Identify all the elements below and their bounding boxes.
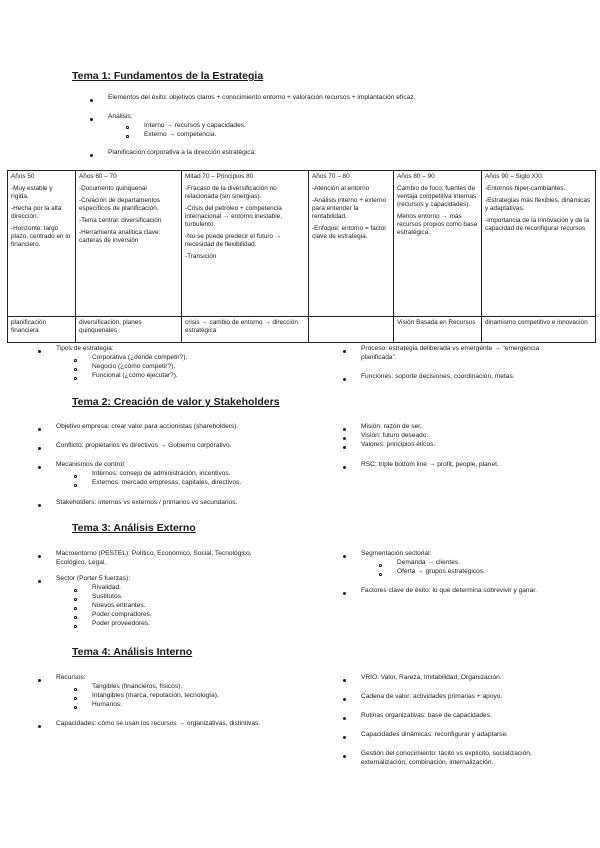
sub-bullet-circle [379,573,382,576]
sub-bullet-circle [74,598,77,601]
bullet-dot [343,437,346,440]
bullet-dot [343,350,346,353]
bullet-dot [90,118,93,121]
t4-humanos: Humanos. [92,701,123,708]
t3-compradores: Poder compradores. [92,611,152,618]
table-footer-cell [309,317,394,343]
tipos-negocio: Negocio (¿cómo competir?). [92,363,176,370]
bullet-dot [90,154,93,157]
t1-bullet-analisis: Análisis: [108,113,133,120]
bullet-dot [343,592,346,595]
sub-bullet-circle [379,564,382,567]
t3-macroentorno-cont: Ecológico, Legal. [56,559,107,566]
bullet-dot [343,698,346,701]
sub-bullet-circle [74,616,77,619]
bullet-dot [343,446,346,449]
funciones: Funciones: soporte decisiones, coordinación, metas. [361,373,515,380]
table-cell-anos-70-80: Años 70 – 80 -Atención al entorno -Análisis interno + externo para entender la rentabilidad. -Enfoque: entorno = factor clave de estrategia. [309,171,394,317]
bullet-dot [38,725,41,728]
tema2-title: Tema 2: Creación de valor y Stakeholders [72,396,280,408]
tipos-funcional: Funcional (¿cómo ejecutar?). [92,372,178,379]
t4-conocimiento-cont: externalización, combinación, internalización. [361,759,494,766]
bullet-dot [38,679,41,682]
sub-bullet-circle [74,359,77,362]
t2-stakeholders: Stakeholders: internos vs externos / primarios vs secundarios. [56,499,238,506]
t4-conocimiento: Gestión del conocimiento: tácito vs explícito, socialización, [361,750,532,757]
sub-bullet-circle [126,126,129,129]
tema4-title: Tema 4: Análisis Interno [72,646,193,658]
bullet-dot [38,428,41,431]
bullet-dot [343,555,346,558]
tipos-estrategia: Tipos de estrategia: [56,345,114,352]
t2-conflicto: Conflicto: propietarios vs directivos → Gobierno corporativo. [56,442,232,449]
t1-sub-interno: Interno → recursos y capacidades. [144,122,246,129]
t4-intangibles: Intangibles (marca, reputación, tecnología). [92,692,219,699]
sub-bullet-circle [74,368,77,371]
t1-sub-externo: Externo → competencia. [144,131,217,138]
t2-internos: Internos: consejo de administración, incentivos. [92,470,231,477]
t2-objetivo: Objetivo empresa: crear valor para accionistas (shareholders). [56,423,239,430]
table-footer-cell: diversificación, planes quinquenales [76,317,182,343]
bullet-dot [343,755,346,758]
t2-mision: Misión: razón de ser. [361,423,422,430]
t1-bullet-planificacion: Planificación corporativa a la dirección estratégica: [108,149,257,156]
t3-sustitutos: Sustitutos. [92,593,123,600]
sub-bullet-circle [74,625,77,628]
t2-vision: Visión: futuro deseado. [361,432,429,439]
t3-macroentorno: Macroentorno (PESTEL): Político, Económico, Social, Tecnológico, [56,550,252,557]
t4-cadena: Cadena de valor: actividades primarias + apoyo. [361,693,503,700]
t2-rsc: RSC: triple bottom line → profit, people, planet. [361,461,499,468]
t3-demanda: Demanda → clientes. [397,559,461,566]
sub-bullet-circle [74,484,77,487]
table-cell-anos-50: Años 50 -Muy estable y rígida. -Hecha por la alta dirección. -Horizonte: largo plazo, centrado en lo financiero. [8,171,76,317]
bullet-dot [38,555,41,558]
bullet-dot [343,428,346,431]
sub-bullet-circle [74,377,77,380]
sub-bullet-circle [126,135,129,138]
t3-entrantes: Nuevos entrantes. [92,602,146,609]
sub-bullet-circle [74,475,77,478]
t1-bullet-elementos: Elementos del éxito: objetivos claros + conocimiento entorno + valoración recursos + implantación eficaz. [108,94,416,101]
table-cell-anos-60-70: Años 60 – 70 -Documento quinquenal -Creación de departamentos específicos de planificación. -Tema central: diversificación -Herramienta analítica clave: carteras de inversión [76,171,182,317]
table-footer-cell: dinamismo competitivo e innovación [482,317,596,343]
t4-vrio: VRIO: Valor, Rareza, Imitabilidad, Organización. [361,674,502,681]
bullet-dot [343,717,346,720]
sub-bullet-circle [74,688,77,691]
t4-dinamicas: Capacidades dinámicas: reconfigurar y adaptarse. [361,731,508,738]
bullet-dot [38,447,41,450]
sub-bullet-circle [74,697,77,700]
bullet-dot [38,466,41,469]
bullet-dot [343,736,346,739]
table-footer-cell: crisis → cambio de entorno → dirección estratégica [182,317,309,343]
tema3-title: Tema 3: Análisis Externo [72,522,196,534]
bullet-dot [343,378,346,381]
t4-tangibles: Tangibles (financieros, físicos). [92,683,183,690]
t3-segmentacion: Segmentación sectorial: [361,550,432,557]
bullet-dot [343,679,346,682]
sub-bullet-circle [74,589,77,592]
sub-bullet-circle [74,706,77,709]
t3-proveedores: Poder proveedores. [92,620,150,627]
t2-valores: Valores: principios éticos. [361,441,436,448]
t2-externos: Externos: mercado empresas, capitales, directivos. [92,479,242,486]
bullet-dot [90,99,93,102]
proceso-line2: planificada". [361,354,397,361]
table-cell-anos-90-xxi: Años 90 – Siglo XXI: -Entornos hiper-cambiantes. -Estrategias más flexibles, dinámicas y adaptativas. -Importancia de la innovación y de la capacidad de reconfigurar recursos [482,171,596,317]
t3-factores: Factores clave de éxito: lo que determina sobrevivir y ganar. [361,587,537,594]
tema1-title: Tema 1: Fundamentos de la Estrategia [72,70,264,82]
table-cell-mitad-70: Mitad 70 – Principios 80 -Fracaso de la diversificación no relacionada (sin sinergias). -Crisis del petróleo + competencia internacional → entorno inestable, turbulento. -No se puede predecir el futuro → necesidad de flexibilidad. -Transición [182,171,309,317]
evolution-table [7,170,596,343]
t2-mecanismos: Mecanismos de control: [56,461,126,468]
bullet-dot [38,504,41,507]
table-footer-cell: planificación financiera [8,317,76,343]
t3-oferta: Oferta → grupos estratégicos. [397,568,485,575]
table-footer-cell: Visión Basada en Recursos [394,317,482,343]
t4-recursos: Recursos: [56,674,86,681]
sub-bullet-circle [74,607,77,610]
t4-rutinas: Rutinas organizativas: base de capacidades. [361,712,492,719]
bullet-dot [38,580,41,583]
bullet-dot [38,350,41,353]
tipos-corporativa: Corporativa (¿dónde competir?). [92,354,188,361]
t4-capacidades: Capacidades: cómo se usan los recursos → organizativas, distintivas. [56,720,261,727]
t3-sector: Sector (Porter 5 fuerzas): [56,575,131,582]
t3-rivalidad: Rivalidad. [92,584,121,591]
proceso-line1: Proceso: estrategia deliberada vs emergente → "emergencia [361,345,540,352]
table-cell-anos-80-90: Años 80 – 90 Cambio de foco: fuentes de ventaja competitiva internas (recursos y capacidades). Menos entorno → más recursos propios como base estratégica. [394,171,482,317]
bullet-dot [343,466,346,469]
